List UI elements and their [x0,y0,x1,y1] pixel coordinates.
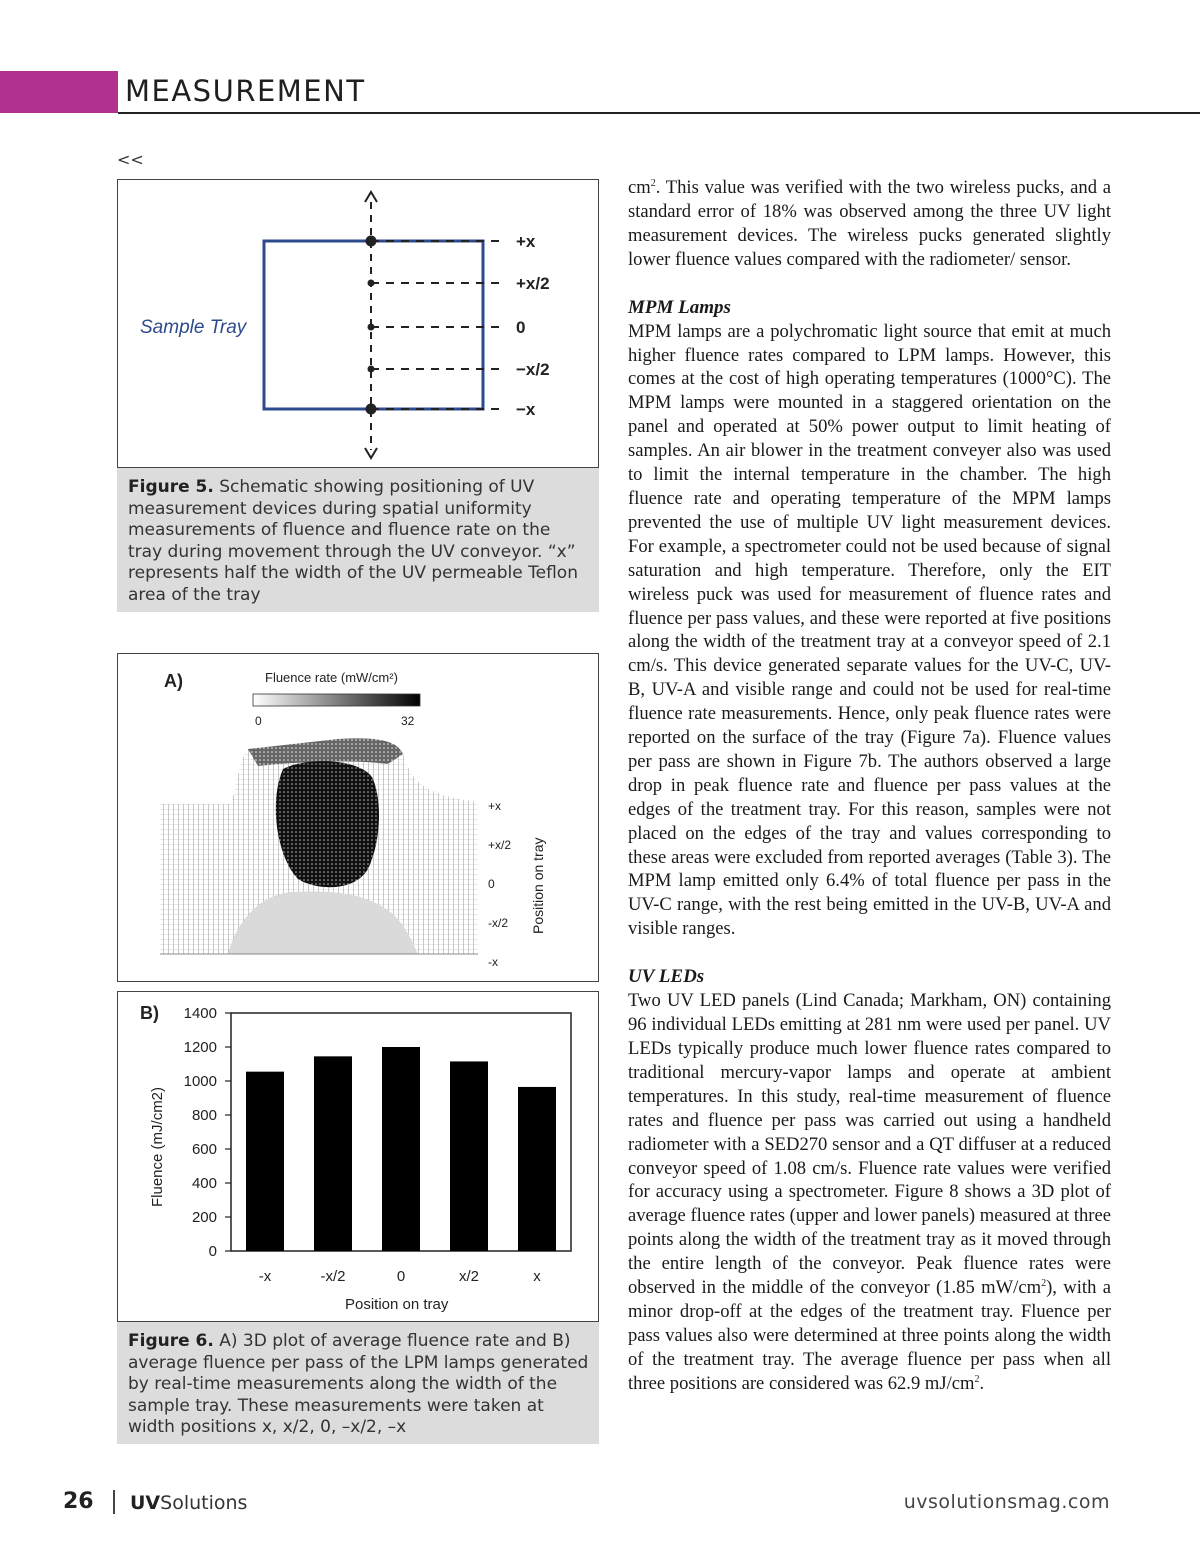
figure-6a-surface-plot [118,654,597,980]
position-label: +x/2 [516,274,550,293]
bar [382,1047,420,1251]
colorbar-min: 0 [255,714,262,728]
axis-tick-label: +x/2 [488,838,512,852]
arrow-up-icon [365,192,377,202]
bar [246,1072,284,1251]
y-tick-label: 600 [191,1141,217,1158]
y-tick-label: 800 [191,1107,217,1124]
figure-6b-bar-chart [118,992,597,1320]
x-tick-label: -x/2 [320,1268,346,1285]
page-number: 26 [63,1489,94,1514]
position-label: 0 [516,318,526,337]
colorbar-title: Fluence rate (mW/cm²) [265,670,398,685]
y-tick-label: 1000 [183,1073,217,1090]
measurement-point [368,366,375,373]
section-accent-bar [0,71,118,113]
x-tick-label: x/2 [458,1268,480,1285]
y-tick-label: 200 [191,1209,217,1226]
y-tick-label: 1400 [183,1005,217,1022]
publication-brand: UVSolutions [130,1492,248,1514]
paragraph-uv-leds: Two UV LED panels (Lind Canada; Markham, ON) containing 96 individual LEDs emitting at 281 nm were used per panel. UV LEDs typically produce much lower fluence rates compared to traditional mercury-vapor lamps and operate at ambient temperatures. In this study, real-time measurement of fluence rates and fluence per pass was carried out using a handheld radiometer with a SED270 sensor and a QT diffuser at a reduced conveyor speed of 1.08 cm/s. Fluence rate values were verified for accuracy using a spectrometer. Figure 8 shows a 3D plot of average fluence rates (upper and lower panels) measured at three points along the width of the treatment tray as it moved through the entire length of the conveyor. Peak fluence rates were observed in the middle of the conveyor (1.85 $mW/cm^2$), with a minor drop-off at the edges of the treatment tray. Fluence per pass values also were determined at three points along the width of the treatment tray. The average fluence per pass when all three positions are considered was 62.9 $mJ/cm^2$. [628,990,1112,1394]
measurement-point [368,280,375,287]
panel-a-label: A) [164,671,183,691]
figure-5 [117,179,599,468]
y-tick-label: 1200 [183,1039,217,1056]
header-rule [118,112,1200,114]
colorbar [253,694,420,706]
paragraph-intro: $cm^2$. This value was verified with the two wireless pucks, and a standard error of 18% was observed among the three UV light measurement devices. The wireless pucks generated slightly lower fluence values compared with the radiometer/ sensor. [628,177,1111,270]
measurement-point [366,236,377,247]
y-axis-title: Fluence (mJ/cm2) [149,1086,166,1207]
body-text-column [628,176,1111,1396]
figure-5-schematic [118,180,597,466]
figure-6b [117,991,599,1322]
figure-6-caption-label: Figure 6. [128,1331,214,1351]
heading-uv-leds: UV LEDs [628,966,705,988]
bar [450,1061,488,1251]
axis-tick-label: 0 [488,877,495,891]
y-tick-label: 0 [208,1243,217,1260]
panel-b-label: B) [140,1003,159,1023]
figure-5-caption-label: Figure 5. [128,477,214,497]
section-title: MEASUREMENT [125,74,366,108]
axis-tick-label: -x [488,955,498,969]
x-tick-label: 0 [396,1268,406,1285]
figure-6-caption [117,1322,599,1444]
peak-region [276,761,379,887]
bar [518,1087,556,1251]
website-url[interactable]: uvsolutionsmag.com [903,1491,1110,1513]
x-tick-label: x [533,1268,541,1285]
x-axis-title: Position on tray [345,1296,449,1313]
paragraph-mpm-lamps: MPM lamps are a polychromatic light source that emit at much higher fluence rates compared to LPM lamps. However, this comes at the cost of high operating temperatures (1000°C). The MPM lamps were mounted in a staggered orientation on the panel and operated at 50% power output to limit heating of samples. An air blower in the treatment conveyer also was used to limit the internal temperature in the chamber. The high fluence rate and operating temperature of the MPM lamps prevented the use of multiple UV light measurement devices. For example, a spectrometer could not be used because of signal saturation and high temperature. Therefore, only the EIT wireless puck was used for measurement of fluence rates and fluence per pass values, and these were reported at five positions along the width of the treatment tray at a conveyor speed of 2.1 cm/s. This device generated separate values for the UV-C, UV-B, UV-A and visible range and could not be used for real-time fluence rate measurements. Hence, only peak fluence rates were reported on the surface of the tray (Figure 7a). Fluence values per pass are shown in Figure 7b. The authors observed a large drop in peak fluence rate and fluence per pass values at the edges of the treatment tray. For this reason, samples were not placed on the edges of the tray and values corresponding to these areas were excluded from reported averages (Table 3). The MPM lamp emitted only 6.4% of total fluence per pass in the UV-C range, with the rest being emitted in the UV-B, UV-A and visible ranges. [628,320,1111,940]
measurement-point [368,324,375,331]
heading-mpm-lamps: MPM Lamps [628,296,731,318]
position-label: −x [516,400,536,419]
axis-title: Position on tray [530,837,546,934]
bar [314,1056,352,1251]
measurement-point [366,404,377,415]
y-tick-label: 400 [191,1175,217,1192]
figure-5-caption-text: Schematic showing positioning of UV measurement devices during spatial uniformity measurements of fluence and fluence rate on the tray during movement through the UV conveyor. “x” represents half the width of the UV permeable Teflon area of the tray [128,477,578,605]
x-tick-label: -x [258,1268,272,1285]
figure-6-caption-text: A) 3D plot of average fluence rate and B) average fluence per pass of the LPM lamps generated by real-time measurements along the width of the sample tray. These measurements were taken at width positions x, x/2, 0, –x/2, –x [128,1331,589,1437]
figure-6a [117,653,599,982]
footer-separator [113,1490,115,1514]
axis-tick-label: -x/2 [488,916,509,930]
axis-tick-label: +x [488,799,502,813]
colorbar-max: 32 [401,714,415,728]
figure-5-caption [117,468,599,612]
position-label: −x/2 [516,360,550,379]
back-link[interactable]: << [117,150,144,169]
position-label: +x [516,232,536,251]
tray-label: Sample Tray [140,317,247,338]
